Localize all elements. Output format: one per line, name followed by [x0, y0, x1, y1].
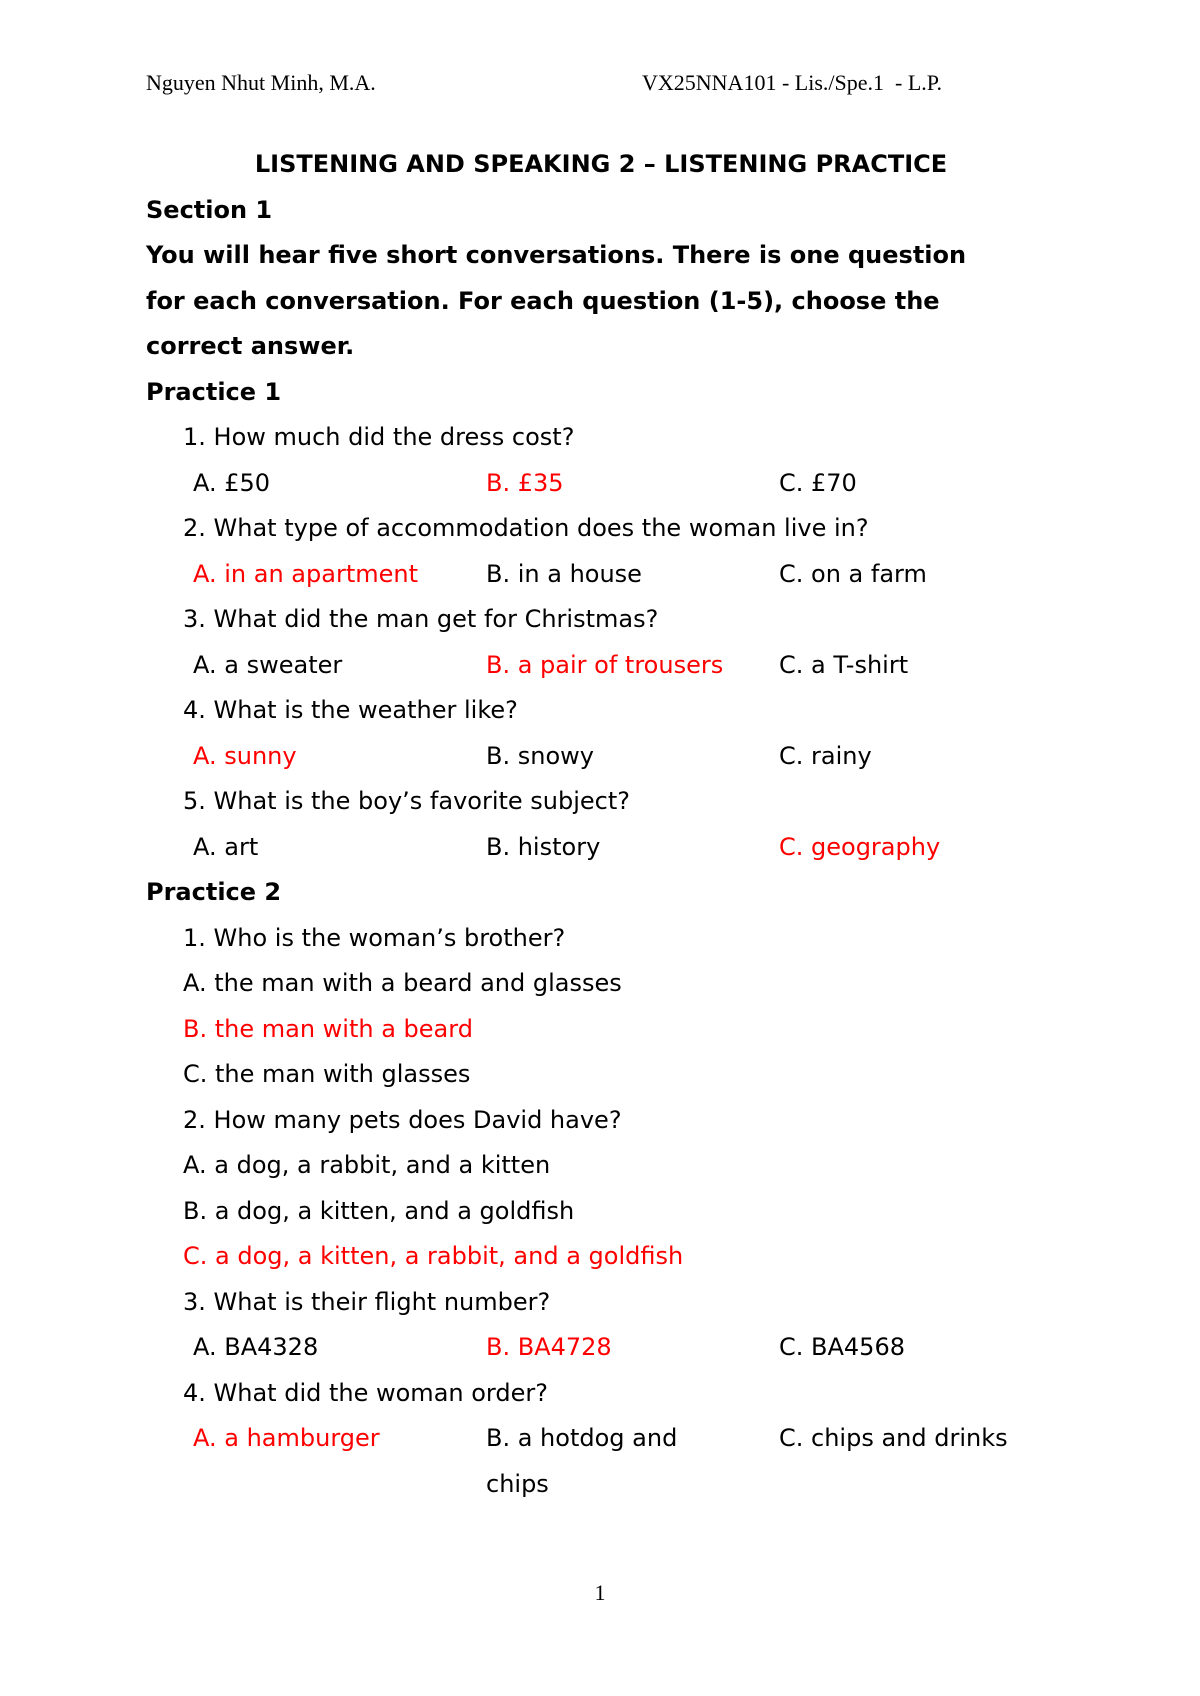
course-code: VX25NNA101 - Lis./Spe.1 - L.P.: [642, 70, 943, 95]
option-b: B. in a house: [486, 559, 642, 588]
page-number: 1: [594, 1580, 606, 1605]
option-a-correct: A. in an apartment: [193, 559, 418, 588]
option-c: C. chips and drinks: [779, 1424, 1008, 1452]
option-a: A. £50: [193, 468, 271, 497]
option-b-correct: B. a pair of trousers: [486, 650, 724, 679]
option-c-correct: C. geography: [779, 832, 941, 861]
option-c-correct: C. a dog, a kitten, a rabbit, and a goldfish: [183, 1242, 684, 1270]
question: 3. What is their flight number?: [183, 1287, 551, 1316]
option-b-correct: B. the man with a beard: [183, 1014, 473, 1043]
instructions-line-3: correct answer.: [146, 332, 355, 360]
option-b: B. a hotdog and chips: [486, 1424, 678, 1498]
option-b-correct: B. BA4728: [486, 1333, 612, 1361]
option-c: C. on a farm: [779, 559, 927, 588]
document-body: [146, 142, 1056, 1507]
options-row: [146, 1416, 1056, 1507]
question: 1. How much did the dress cost?: [183, 423, 575, 451]
practice-1-heading: Practice 1: [146, 377, 282, 406]
question: 4. What is the weather like?: [183, 696, 518, 724]
option-b: B. a dog, a kitten, and a goldfish: [183, 1196, 575, 1225]
option-a: A. the man with a beard and glasses: [183, 969, 622, 997]
instructions-line-1: You will hear five short conversations. There is one question: [146, 241, 967, 269]
option-c: C. BA4568: [779, 1333, 905, 1361]
options-row: [146, 825, 1056, 871]
option-a-correct: A. sunny: [193, 741, 297, 770]
page-title: LISTENING AND SPEAKING 2 – LISTENING PRACTICE: [254, 150, 948, 178]
option-c: C. the man with glasses: [183, 1060, 471, 1088]
option-b-correct: B. £35: [486, 468, 564, 497]
section-heading: Section 1: [146, 195, 273, 224]
option-a: A. art: [193, 832, 259, 861]
question: 1. Who is the woman’s brother?: [183, 923, 566, 952]
author-name: Nguyen Nhut Minh, M.A.: [146, 70, 376, 95]
options-row: [146, 1325, 1056, 1371]
option-a: A. BA4328: [193, 1333, 319, 1361]
practice-2-heading: Practice 2: [146, 878, 282, 906]
question: 4. What did the woman order?: [183, 1378, 548, 1407]
option-a: A. a sweater: [193, 650, 343, 679]
option-a-correct: A. a hamburger: [193, 1424, 380, 1452]
question: 2. What type of accommodation does the woman live in?: [183, 514, 869, 542]
option-b: B. history: [486, 832, 601, 861]
option-b: B. snowy: [486, 741, 594, 770]
option-c: C. £70: [779, 468, 857, 497]
options-row: [146, 461, 1056, 507]
question: 2. How many pets does David have?: [183, 1105, 622, 1134]
question: 3. What did the man get for Christmas?: [183, 605, 659, 633]
options-row: [146, 643, 1056, 689]
page-header: [146, 70, 1054, 110]
option-c: C. rainy: [779, 741, 872, 770]
instructions-line-2: for each conversation. For each question (1-5), choose the: [146, 286, 940, 315]
question: 5. What is the boy’s favorite subject?: [183, 787, 631, 815]
options-row: [146, 734, 1056, 780]
options-row: [146, 552, 1056, 598]
option-c: C. a T-shirt: [779, 650, 909, 679]
option-a: A. a dog, a rabbit, and a kitten: [183, 1151, 551, 1179]
